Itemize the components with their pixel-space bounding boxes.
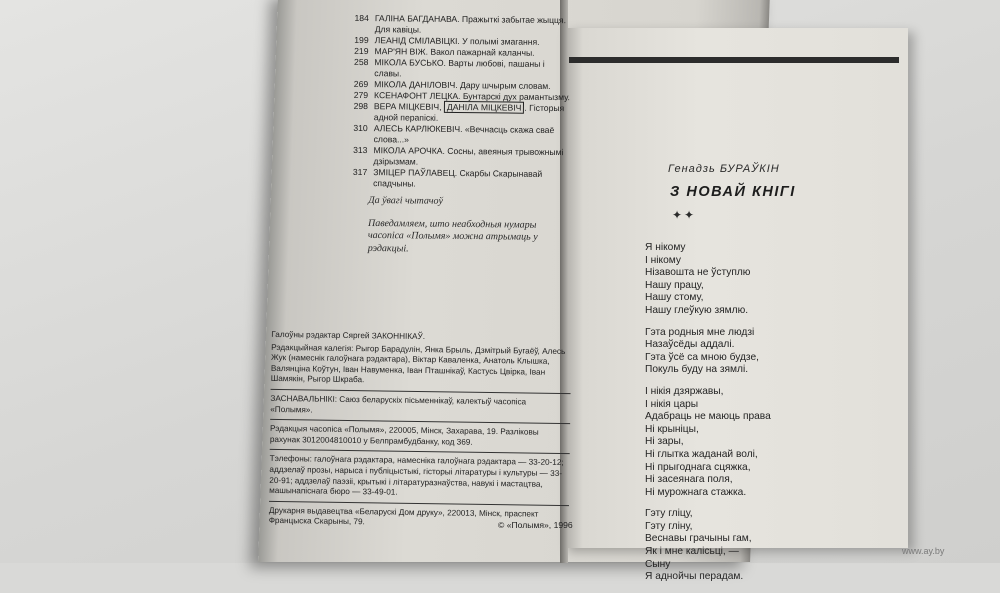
poem-line: Нашу стому, <box>645 292 704 304</box>
poem-line: Гэта родныя мне людзі <box>645 326 755 338</box>
notice-title: Да ўвагі чытачоў <box>368 194 444 207</box>
toc-page-number: 317 <box>352 166 368 178</box>
printer-info: Друкарня выдавецтва «Беларускі Дом друку», 220013, Мінск, праспект Францыска Скарыны, 79. <box>268 505 539 527</box>
reader-notice <box>368 195 569 257</box>
stanza <box>645 242 895 318</box>
toc-entry: ГАЛІНА БАГДАНАВА. Пражыткі забытае жыцця. Для кавіцы. <box>374 13 567 35</box>
toc-entry-tail: . Гісторыя адной перапіскі. <box>373 102 565 123</box>
poem-line: Ні засеянага поля, <box>645 474 733 486</box>
toc-page-number: 184 <box>354 12 369 24</box>
poem-line: Гэту гліну, <box>645 520 693 532</box>
poem-line: Я аднойчы перадам. <box>645 571 744 583</box>
toc-page-number: 310 <box>353 122 368 134</box>
toc-entry: МАР'ЯН ВІЖ. Вакол пажарнай каланчы. <box>374 46 535 58</box>
toc-page-number: 279 <box>353 89 369 101</box>
toc-page-number: 199 <box>354 34 369 46</box>
toc-entry <box>374 101 572 125</box>
boxed-name: ДАНІЛА МІЦКЕВІЧ <box>444 101 525 114</box>
toc-page-number: 219 <box>354 45 369 57</box>
divider <box>270 419 570 424</box>
poem-line: Адабраць не маюць права <box>645 411 771 423</box>
poem-line: Ні мурожнага стажка. <box>645 486 747 498</box>
poem-line: Гэта ўсё са мною будзе, <box>645 351 759 363</box>
poem-text <box>645 242 895 593</box>
poem-line: Нізавошта не ўступлю <box>645 267 751 279</box>
toc-row <box>342 57 572 81</box>
toc-page-number: 269 <box>353 78 369 90</box>
toc-page-number: 313 <box>353 144 368 156</box>
stanza <box>645 327 895 377</box>
editorial-address: Рэдакцыя часопіса «Полымя», 220005, Мінск, Захарава, 19. Разліковы рахунак 3012004810010 у Белпрамбудбанку, код 369. <box>269 424 539 447</box>
toc-entry-author: ВЕРА МІЦКЕВІЧ, <box>373 101 442 112</box>
poem-line: Нашу глеўкую зямлю. <box>645 304 749 316</box>
toc-entry: АЛЕСЬ КАРЛЮКЕВІЧ. «Вечнасць скажа сваё слова...» <box>373 123 555 145</box>
copyright-line: © «Полымя», 1996 <box>498 520 573 530</box>
stanza <box>645 508 895 584</box>
notice-body: Паведамляем, што неабходныя нумары часопіса «Полымя» можна атрымаць у рэдакцыі. <box>367 217 538 254</box>
poem-line: Нашу працу, <box>645 279 704 291</box>
poem-line: І нікія дзяржавы, <box>645 385 724 397</box>
poem-line: Як і мне калісьці, — <box>645 546 739 558</box>
divider <box>269 501 569 506</box>
poem-line: Гэту гліцу, <box>645 508 693 520</box>
toc-entry: ЛЕАНІД СМІЛАВІЦКІ. У полымі змагання. <box>374 35 540 47</box>
editor-in-chief: Галоўны рэдактар Сяргей ЗАКОННІКАЎ. <box>271 329 426 342</box>
poem-line: Назаўсёды аддалі. <box>645 339 735 351</box>
poem-line: Покуль буду на зямлі. <box>645 364 749 376</box>
poem-line: Сыну <box>645 558 671 570</box>
founders: ЗАСНАВАЛЬНІКІ: Саюз беларускіх пісьменнікаў, калектыў часопіса «Полымя». <box>270 393 527 415</box>
poem-line: І нікому <box>645 254 681 266</box>
toc-entry: КСЕНАФОНТ ЛЕЦКА. Бунтарскі дух рамантызму. <box>374 90 571 103</box>
toc-row <box>342 123 572 147</box>
toc-page-number: 298 <box>353 100 369 112</box>
toc-page-number: 258 <box>354 56 369 68</box>
toc-row <box>342 101 572 125</box>
poem-line: Ні глытка жаданай волі, <box>645 448 758 460</box>
phone-numbers: Тэлефоны: галоўнага рэдактара, намесніка галоўнага рэдактара — 33-20-12; аддзелаў прозы, нарыса і публіцыстыкі, гісторыі літаратуры і культуры — 33-20-91; аддзелаў паэзіі, крытыкі і літаратуразнаўства, навукі і мастацтва, машынапіснага бюро — 33-49-01. <box>269 454 564 497</box>
toc-entry: ЗМІЦЕР ПАЎЛАВЕЦ. Скарбы Скарынавай спадчыны. <box>373 167 543 189</box>
poem-author: Генадзь БУРАЎКІН <box>668 163 780 175</box>
toc-entry: МІКОЛА ДАНІЛОВІЧ. Дару шчырым словам. <box>374 79 551 91</box>
toc-entry: МІКОЛА АРОЧКА. Сосны, авеяныя трывожнымі дзірызмам. <box>373 145 564 167</box>
toc-row <box>341 145 571 169</box>
divider <box>271 389 571 394</box>
table-of-contents <box>341 13 573 191</box>
masthead-credits <box>269 330 572 533</box>
poem-section-title: З НОВАЙ КНІГІ <box>670 184 796 200</box>
poem-line: Ні крыніцы, <box>645 423 699 435</box>
poem-line: Веснавы грачыны гам, <box>645 533 752 545</box>
toc-row <box>341 167 571 191</box>
poem-line: Ні зары, <box>645 436 684 448</box>
poem-line: Ні прыгоднага сцяжка, <box>645 461 751 473</box>
divider <box>270 449 570 454</box>
stanza <box>645 386 895 499</box>
toc-row <box>343 13 573 37</box>
editorial-board: Рэдакцыйная калегія: Рыгор Барадулін, Янка Брыль, Дзмітрый Бугаёў, Алесь Жук (намеснік галоўнага рэдактара), Віктар Каваленка, Анатоль Клышка, Валянціна Коўтун, Іван Навуменка, Іван Пташнікаў, Кастусь Цвірка, Іван Шамякін, Рыгор Шкраба. <box>270 342 566 385</box>
toc-entry: МІКОЛА БУСЬКО. Варты любові, пашаны і славы. <box>374 57 545 79</box>
ornament-icon: ✦✦ <box>672 208 697 222</box>
poem-line: І нікія цары <box>645 398 699 410</box>
site-watermark: www.ay.by <box>902 546 945 556</box>
poem-line: Я нікому <box>645 242 686 253</box>
header-rule <box>569 57 899 63</box>
